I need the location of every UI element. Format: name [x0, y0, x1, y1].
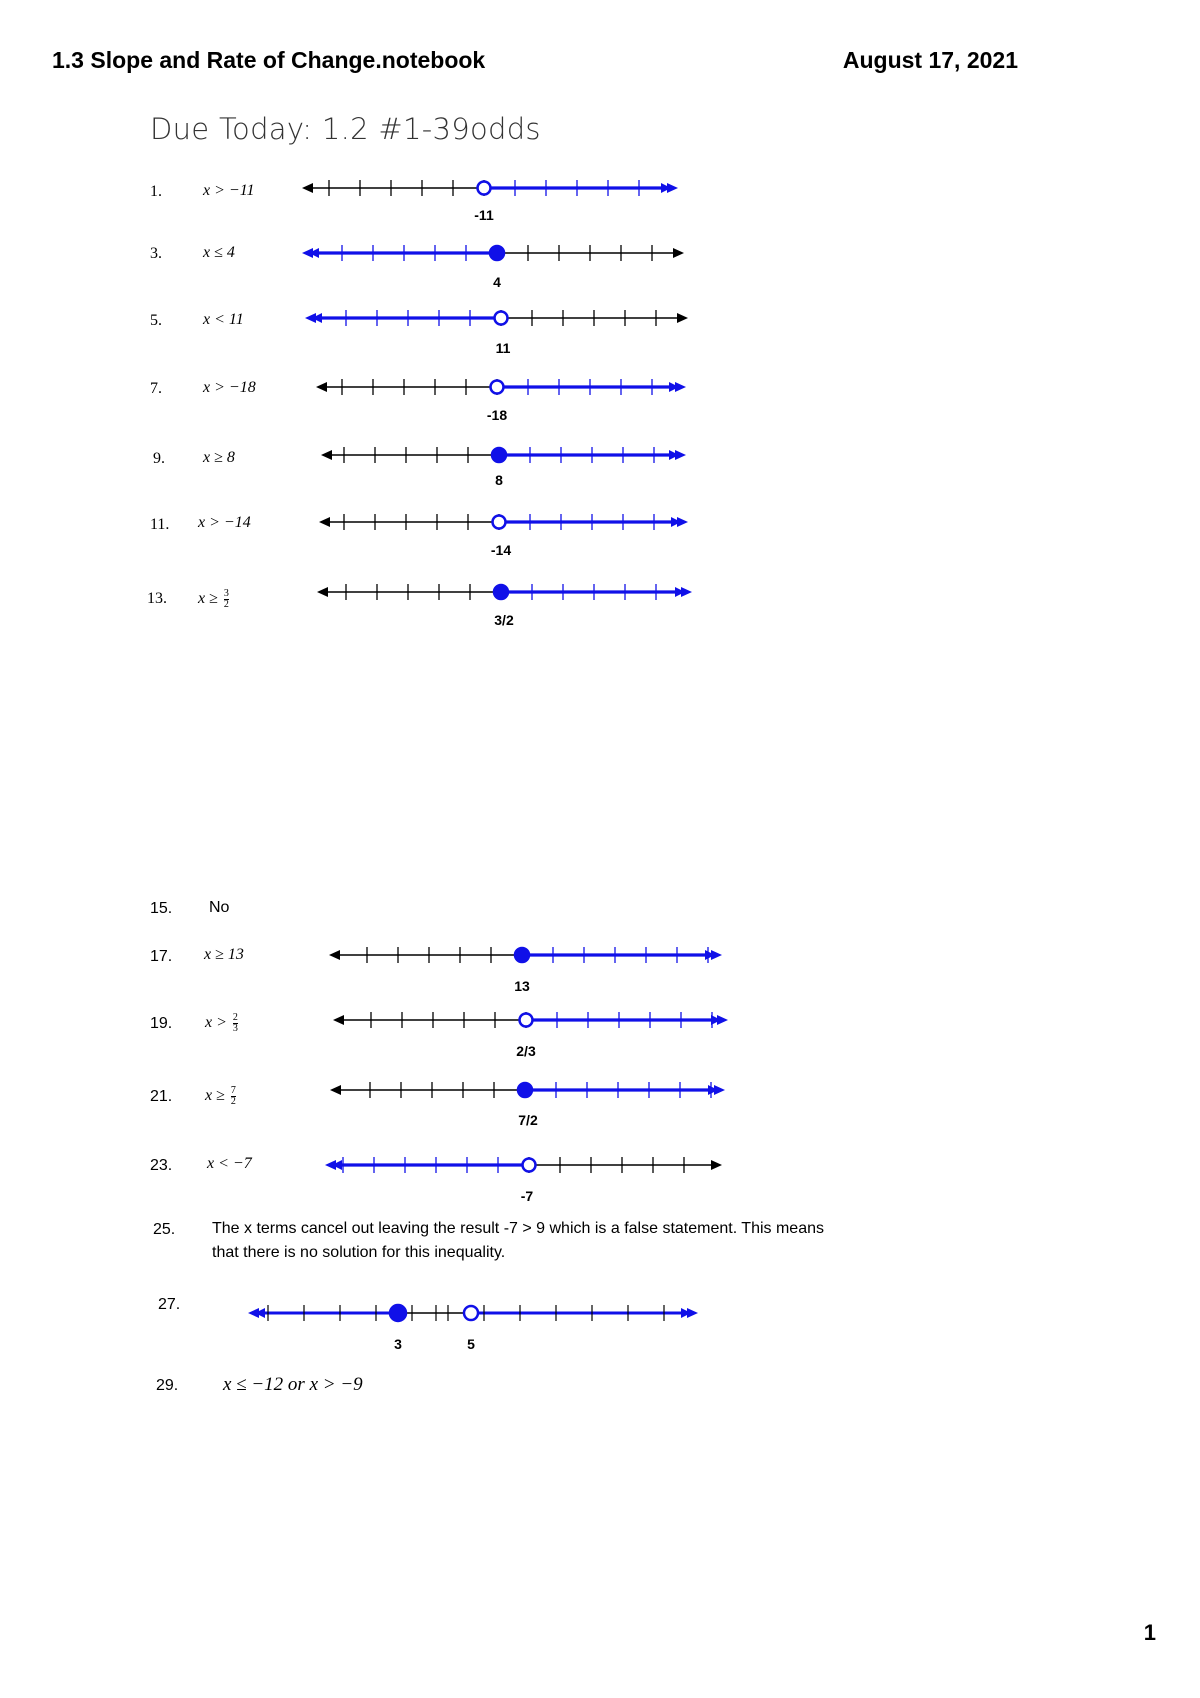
problem-27-label-left: 3 [394, 1336, 402, 1352]
problem-17-inequality: x ≥ 13 [204, 946, 244, 963]
problem-19-label: 2/3 [516, 1043, 536, 1059]
problem-21-relation: x ≥ [205, 1087, 225, 1105]
problem-1-number: 1. [150, 183, 162, 200]
problem-7-label: -18 [486, 407, 508, 423]
problem-11-number: 11. [150, 516, 170, 533]
problem-25-number: 25. [153, 1221, 176, 1238]
problem-11-inequality: x > −14 [198, 514, 251, 531]
problem-23-label: -7 [520, 1188, 534, 1204]
problem-19-relation: x > [205, 1014, 227, 1032]
problem-17-number: 17. [150, 948, 173, 965]
problem-3-number: 3. [150, 245, 162, 262]
problem-21-fraction-den: 2 [230, 1096, 236, 1107]
problem-27-number-line-point-left [390, 1305, 406, 1321]
problem-19-fraction-den: 3 [232, 1023, 238, 1034]
problem-21-fraction-num: 7 [230, 1085, 236, 1096]
problem-13-relation: x ≥ [198, 590, 218, 608]
problem-13-number: 13. [147, 590, 167, 607]
problem-9-inequality: x ≥ 8 [203, 449, 235, 466]
problem-9-number: 9. [153, 450, 165, 467]
problem-3-label: 4 [493, 274, 501, 290]
problem-5-inequality: x < 11 [203, 311, 244, 328]
notebook-title: 1.3 Slope and Rate of Change.notebook [52, 47, 486, 73]
problem-15-number: 15. [150, 900, 173, 917]
problem-19-fraction-num: 2 [232, 1012, 238, 1023]
problem-3-inequality: x ≤ 4 [203, 244, 235, 261]
problem-1-inequality: x > −11 [203, 182, 255, 199]
problem-17-label: 13 [514, 978, 530, 994]
problem-27-number: 27. [158, 1296, 181, 1313]
problem-27-label-right: 5 [467, 1336, 475, 1352]
problem-15-answer: No [209, 899, 230, 916]
problem-13-fraction-den: 2 [223, 599, 229, 610]
problem-7-number: 7. [150, 380, 162, 397]
problem-5-label: 11 [495, 340, 511, 356]
due-today-heading: Due Today: 1.2 #1-39odds [150, 112, 541, 146]
problem-19-number: 19. [150, 1015, 173, 1032]
problem-29-number: 29. [156, 1377, 179, 1394]
problem-11-label: -14 [490, 542, 512, 558]
notebook-date: August 17, 2021 [842, 47, 1018, 73]
problem-29-inequality: x ≤ −12 or x > −9 [223, 1374, 363, 1395]
problem-25-answer-line-2: that there is no solution for this inequality. [212, 1244, 506, 1261]
problem-27-number-line-point-right [464, 1306, 478, 1320]
problem-13-label: 3/2 [494, 612, 514, 628]
page-number: 1 [1143, 1620, 1156, 1645]
problem-9-label: 8 [495, 472, 503, 488]
problem-13-fraction-num: 3 [223, 588, 229, 599]
problem-7-inequality: x > −18 [203, 379, 256, 396]
problem-21-number: 21. [150, 1088, 173, 1105]
problem-1-label: -11 [474, 207, 494, 223]
problem-23-number: 23. [150, 1157, 173, 1174]
problem-23-inequality: x < −7 [207, 1155, 252, 1172]
problem-25-answer-line-1: The x terms cancel out leaving the result -7 > 9 which is a false statement. This means [212, 1220, 824, 1237]
problem-5-number: 5. [150, 312, 162, 329]
problem-21-label: 7/2 [518, 1112, 538, 1128]
